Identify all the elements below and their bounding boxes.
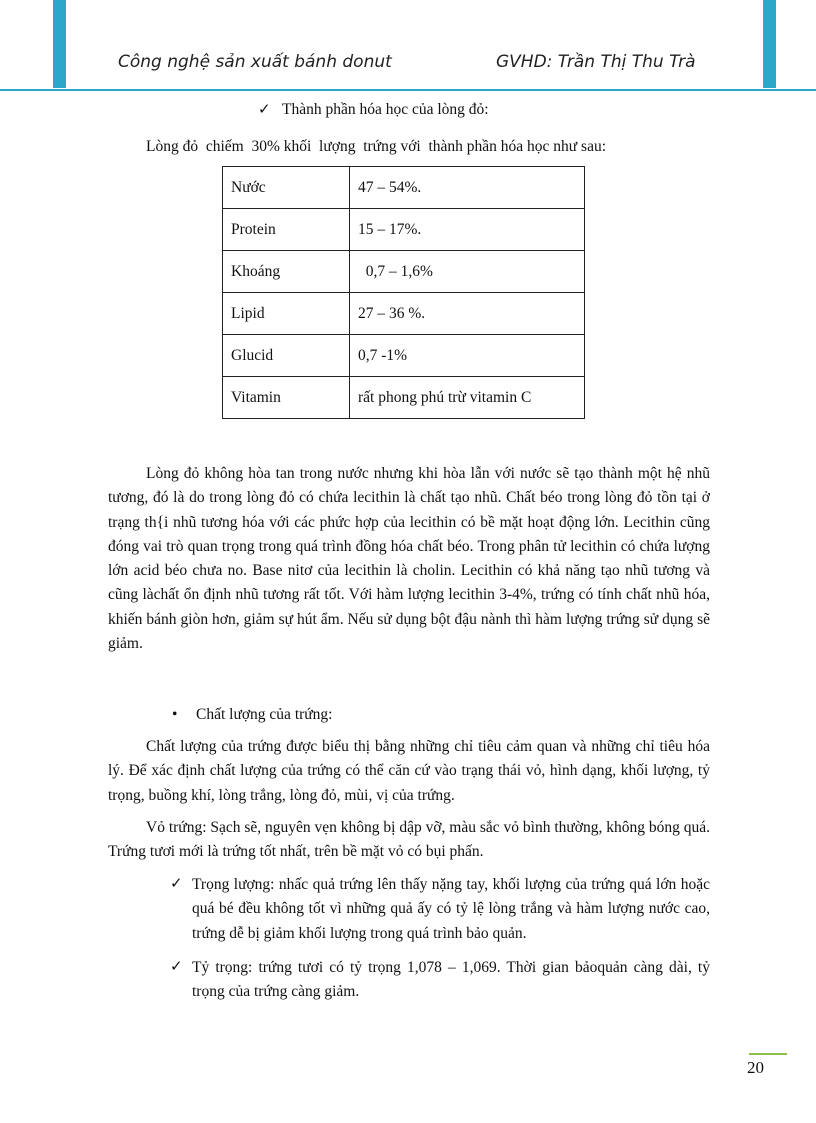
table-row — [223, 251, 585, 293]
table-cell-value: rất phong phú trừ vitamin C — [350, 377, 585, 419]
paragraph-egg-quality: Chất lượng của trứng được biểu thị bằng những chỉ tiêu cảm quan và những chỉ tiêu hóa lý. Để xác định chất lượng của trứng có thể căn cứ vào trạng thái vỏ, hình dạng, khối lượng, tỷ trọng, buồng khí, lòng trắng, lòng đỏ, mùi, vị của trứng. — [108, 738, 710, 804]
check-item-weight: Trọng lượng: nhấc quả trứng lên thấy nặng tay, khối lượng của trứng quá lớn hoặc quá bé đều không tốt vì những quả ấy có tỷ lệ lòng trắng và hàm lượng nước cao, trứng dễ bị giảm khối lượng trong quá trình bảo quản. — [192, 876, 710, 942]
bullet-icon: • — [172, 706, 178, 723]
section-title-yolk-composition: Thành phần hóa học của lòng đỏ: — [282, 101, 489, 118]
check-item-density: Tỷ trọng: trứng tươi có tỷ trọng 1,078 – 1,069. Thời gian bảoquản càng dài, tỷ trọng của trứng càng giảm. — [192, 959, 710, 1001]
page-number-rule — [749, 1053, 787, 1055]
right-header-bar — [763, 0, 776, 88]
table-cell-name: Nước — [223, 167, 350, 209]
paragraph-eggshell: Vỏ trứng: Sạch sẽ, nguyên vẹn không bị dập vỡ, màu sắc vỏ bình thường, không bóng quá. Trứng tươi mới là trứng tốt nhất, trên bề mặt vỏ có bụi phấn. — [108, 819, 710, 861]
header-course-title: Công nghệ sản xuất bánh donut — [118, 52, 392, 72]
table-cell-value: 27 – 36 %. — [350, 293, 585, 335]
table-row — [223, 335, 585, 377]
table-cell-value: 15 – 17%. — [350, 209, 585, 251]
table-cell-value: 47 – 54%. — [350, 167, 585, 209]
header-instructor: GVHD: Trần Thị Thu Trà — [496, 52, 696, 72]
table-cell-name: Vitamin — [223, 377, 350, 419]
table-cell-name: Khoáng — [223, 251, 350, 293]
page-header — [118, 52, 708, 72]
check-icon: ✓ — [258, 102, 271, 118]
table-row — [223, 377, 585, 419]
table-row — [223, 167, 585, 209]
table-cell-name: Lipid — [223, 293, 350, 335]
table-cell-value: 0,7 -1% — [350, 335, 585, 377]
table-cell-name: Protein — [223, 209, 350, 251]
yolk-intro: Lòng đỏ chiếm 30% khối lượng trứng với thành phần hóa học như sau: — [146, 138, 607, 155]
header-rule — [0, 89, 816, 91]
section-title-egg-quality: Chất lượng của trứng: — [196, 706, 333, 723]
check-icon: ✓ — [170, 876, 183, 892]
table-cell-value: 0,7 – 1,6% — [350, 251, 585, 293]
paragraph-yolk-emulsion: Lòng đỏ không hòa tan trong nước nhưng khi hòa lẫn với nước sẽ tạo thành một hệ nhũ tương, đó là do trong lòng đỏ có chứa lecithin là chất tạo nhũ. Chất béo trong lòng đỏ tồn tại ở trạng th{i nhũ tương hóa với các phức hợp của lecithin có bề mặt hoạt động lớn. Lecithin cũng đóng vai trò quan trọng trong quá trình đồng hóa chất béo. Trong phân tử lecithin có chứa lượng lớn acid béo chưa no. Base nitơ của lecithin là cholin. Lecithin có khả năng tạo nhũ tương và cũng làchất ổn định nhũ tương rất tốt. Với hàm lượng lecithin 3-4%, trứng có tính chất nhũ hóa, khiến bánh giòn hơn, giảm sự hút ẩm. Nếu sử dụng bột đậu nành thì hàm lượng trứng sử dụng sẽ giảm. — [108, 465, 710, 653]
table-cell-name: Glucid — [223, 335, 350, 377]
left-header-bar — [53, 0, 66, 88]
table-row — [223, 293, 585, 335]
composition-table — [222, 166, 585, 419]
page-number: 20 — [747, 1058, 764, 1077]
check-icon: ✓ — [170, 959, 183, 975]
table-row — [223, 209, 585, 251]
